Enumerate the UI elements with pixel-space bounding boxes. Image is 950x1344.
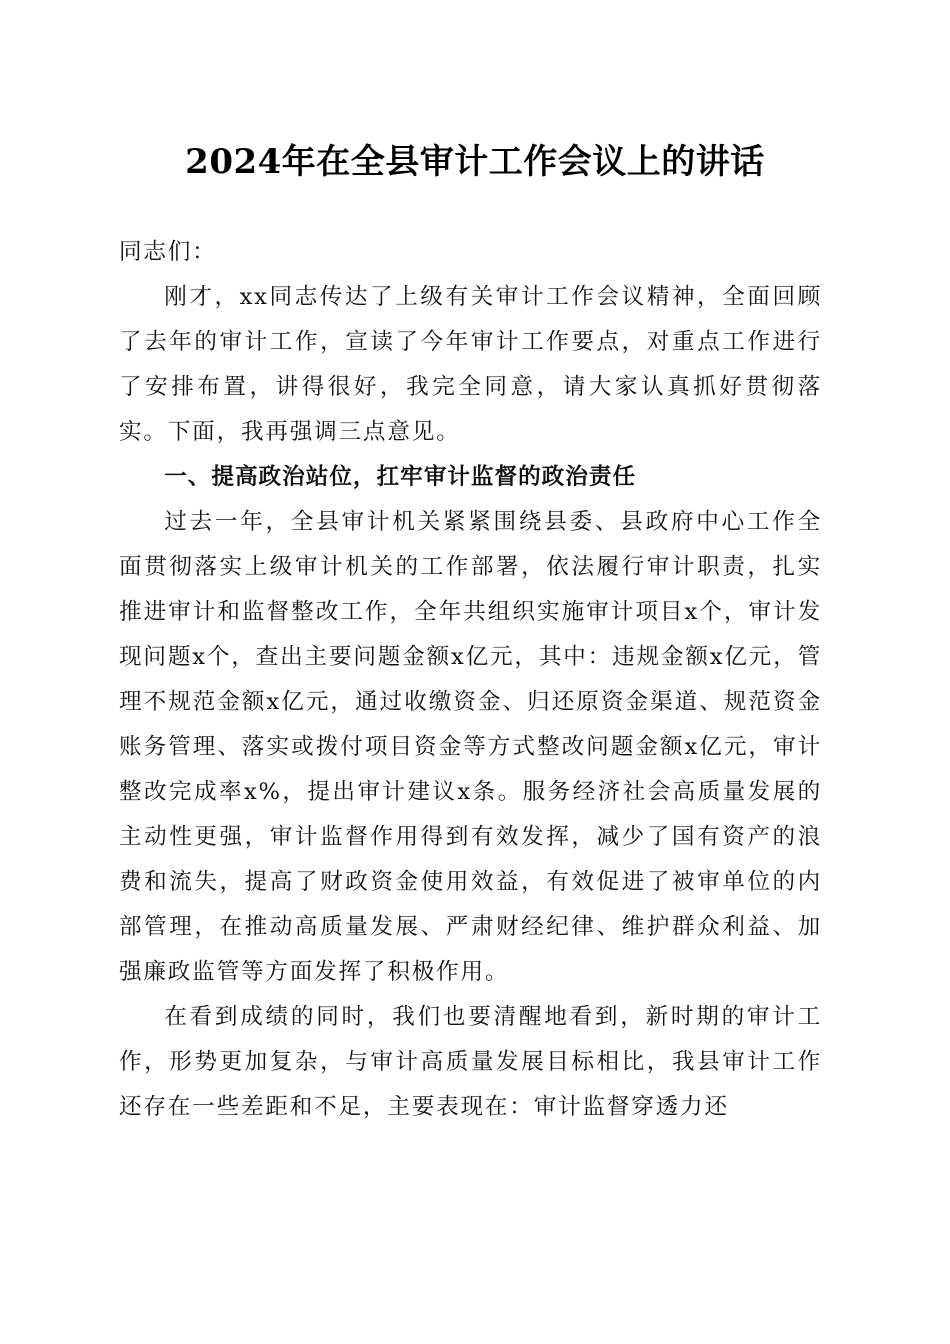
document-title: 2024年在全县审计工作会议上的讲话 <box>185 142 765 182</box>
paragraph-shortcomings: 在看到成绩的同时，我们也要清醒地看到，新时期的审计工作，形势更加复杂，与审计高质量发展目标相比，我县审计工作还存在一些差距和不足，主要表现在：审计监督穿透力还 <box>119 1004 822 1120</box>
document-body <box>119 230 822 1130</box>
section-heading-1: 一、提高政治站位，扛牢审计监督的政治责任 <box>164 464 637 490</box>
paragraph-opening: 刚才，xx同志传达了上级有关审计工作会议精神，全面回顾了去年的审计工作，宣读了今年审计工作要点，对重点工作进行了安排布置，讲得很好，我完全同意，请大家认真抓好贯彻落实。下面，我再强调三点意见。 <box>119 284 822 445</box>
paragraph-achievements: 过去一年，全县审计机关紧紧围绕县委、县政府中心工作全面贯彻落实上级审计机关的工作部署，依法履行审计职责，扎实推进审计和监督整改工作，全年共组织实施审计项目x个，审计发现问题x个，查出主要问题金额x亿元，其中：违规金额x亿元，管理不规范金额x亿元，通过收缴资金、归还原资金渠道、规范资金账务管理、落实或拨付项目资金等方式整改问题金额x亿元，审计整改完成率x%，提出审计建议x条。服务经济社会高质量发展的主动性更强，审计监督作用得到有效发挥，减少了国有资产的浪费和流失，提高了财政资金使用效益，有效促进了被审单位的内部管理，在推动高质量发展、严肃财经纪律、维护群众利益、加强廉政监管等方面发挥了积极作用。 <box>119 509 822 985</box>
salutation: 同志们： <box>119 239 217 265</box>
